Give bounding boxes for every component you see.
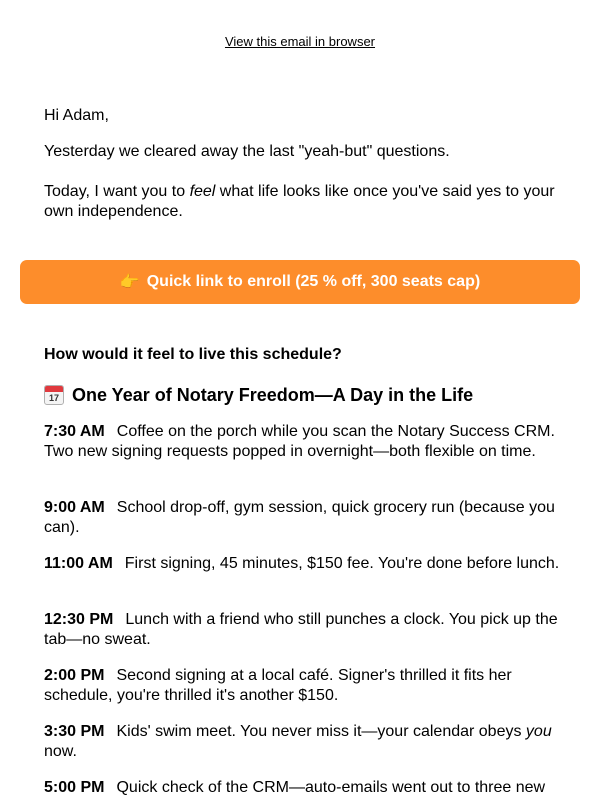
schedule-entry	[44, 722, 560, 762]
schedule-entry	[44, 666, 560, 706]
entry-text: School drop-off, gym session, quick grocery run (because you can).	[44, 499, 555, 536]
intro-paragraph-2-start: Today, I want you to	[44, 183, 190, 200]
entry-time: 5:00 PM	[44, 779, 105, 796]
schedule-entry	[44, 498, 560, 538]
schedule-question: How would it feel to live this schedule?	[44, 346, 342, 363]
pointing-hand-icon: 👉	[119, 274, 140, 291]
entry-time: 3:30 PM	[44, 723, 105, 740]
calendar-icon	[44, 385, 64, 405]
entry-text: First signing, 45 minutes, $150 fee. You're done before lunch.	[124, 555, 560, 572]
entry-time: 9:00 AM	[44, 499, 105, 516]
schedule-title	[44, 384, 574, 406]
schedule-title-text: One Year of Notary Freedom—A Day in the Life	[72, 385, 474, 405]
entry-text: Quick check of the CRM—auto-emails went out to three new	[116, 779, 546, 796]
schedule-entry	[44, 778, 560, 798]
entry-time: 12:30 PM	[44, 611, 114, 628]
entry-text: Second signing at a local café. Signer's thrilled it fits her schedule, you're thrilled it's another $150.	[44, 667, 512, 704]
entry-text: Lunch with a friend who still punches a clock. You pick up the tab—no sweat.	[44, 611, 558, 648]
emphasis-you: you	[525, 723, 552, 740]
intro-paragraph-1: Yesterday we cleared away the last "yeah-but" questions.	[44, 143, 450, 160]
enroll-button-label: Quick link to enroll (25 % off, 300 seats cap)	[146, 273, 481, 290]
enroll-button[interactable]	[20, 260, 580, 304]
schedule-entry	[44, 422, 560, 462]
entry-text: Coffee on the porch while you scan the Notary Success CRM. Two new signing requests popped in overnight—both flexible on time.	[44, 423, 555, 460]
view-in-browser-link[interactable]: View this email in browser	[224, 34, 376, 49]
schedule-entry	[44, 610, 560, 650]
entry-time: 2:00 PM	[44, 667, 105, 684]
entry-text-end: now.	[44, 743, 77, 760]
entry-time: 11:00 AM	[44, 555, 113, 572]
entry-text-start: Kids' swim meet. You never miss it—your calendar obeys	[116, 723, 526, 740]
calendar-icon-number: 17	[48, 393, 59, 403]
emphasis-feel: feel	[189, 183, 216, 200]
greeting: Hi Adam,	[44, 107, 109, 124]
intro-paragraph-2-end: what life looks like once you've said yes to your own independence.	[44, 183, 555, 220]
schedule-entry	[44, 554, 560, 574]
view-in-browser-bar	[0, 34, 600, 49]
entry-time: 7:30 AM	[44, 423, 105, 440]
intro-paragraph-2	[44, 182, 564, 222]
